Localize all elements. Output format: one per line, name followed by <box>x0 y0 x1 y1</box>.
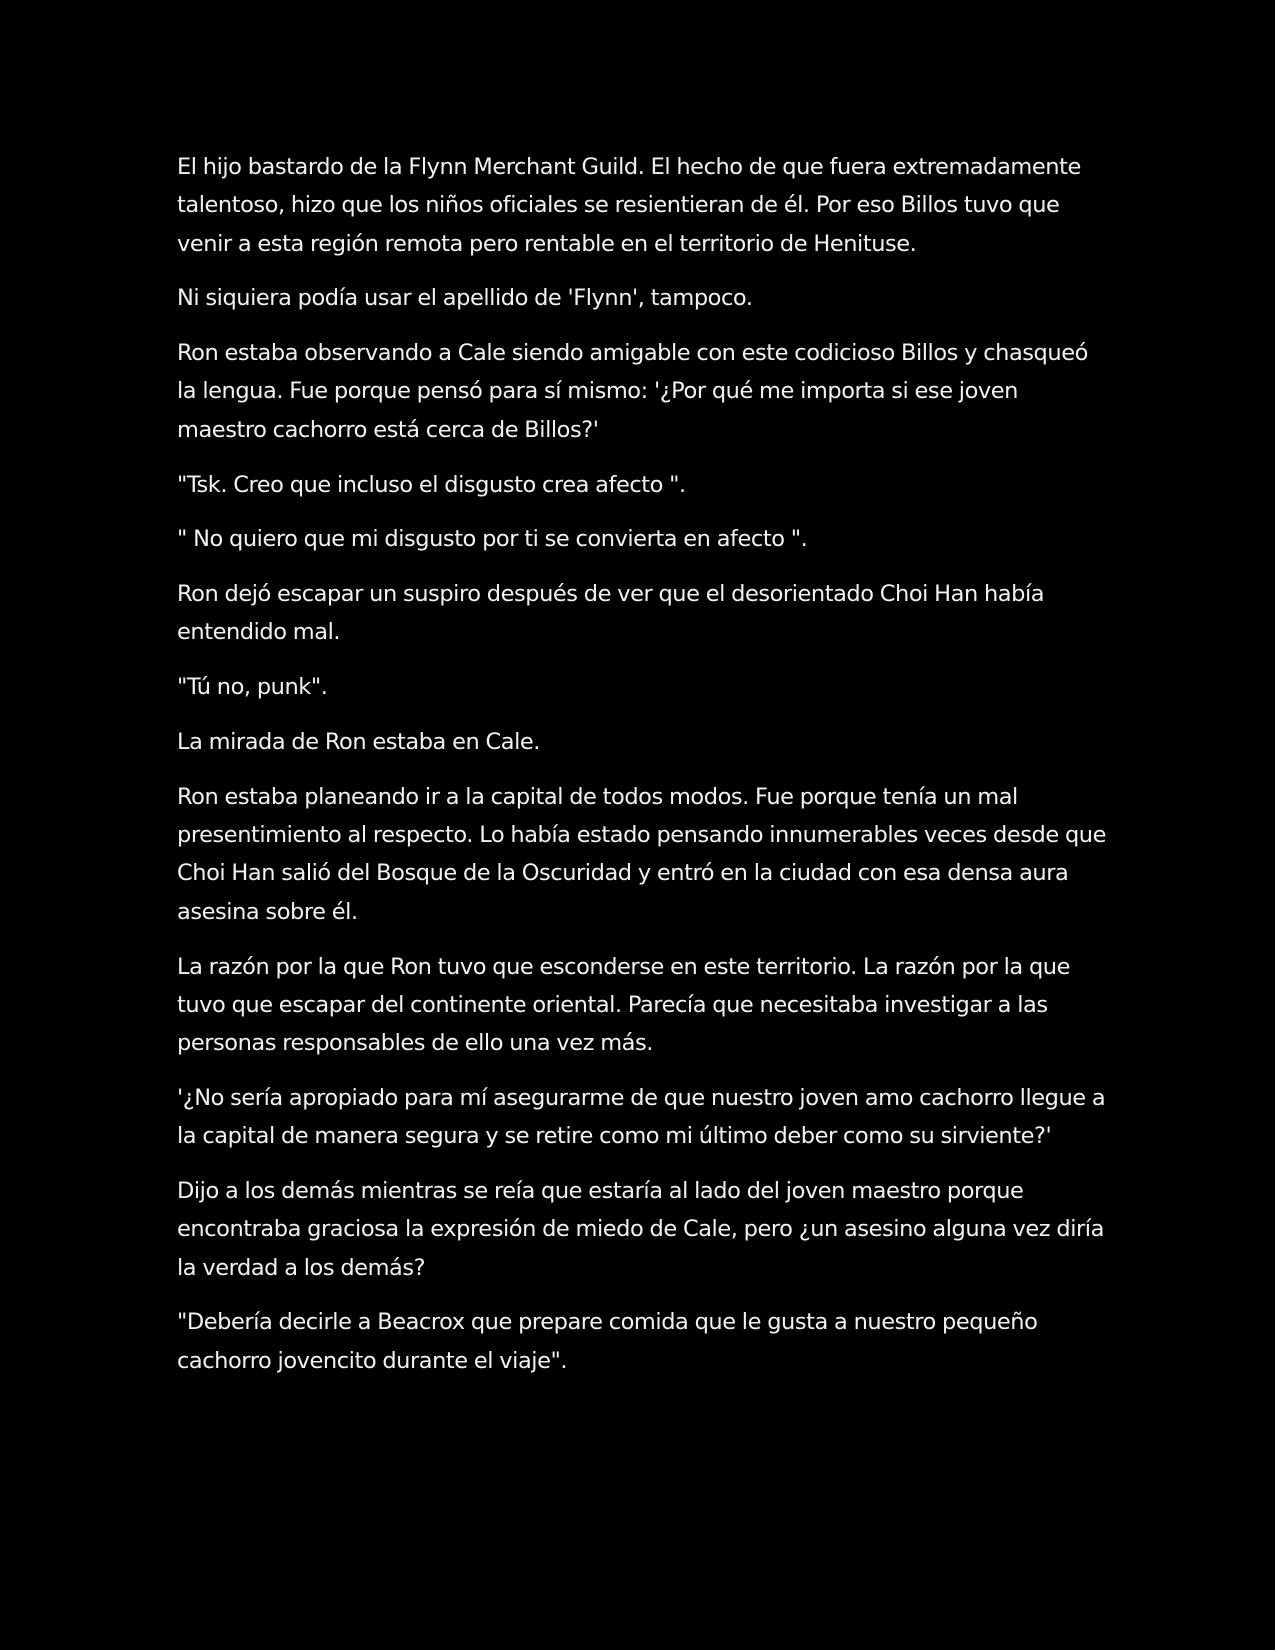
text-body <box>177 148 1107 1397</box>
paragraph-4: "Tsk. Creo que incluso el disgusto crea afecto ". <box>177 471 686 498</box>
paragraph-3: Ron estaba observando a Cale siendo amigable con este codicioso Billos y chasqueó la lengua. Fue porque pensó para sí mismo: '¿Por qué me importa si ese joven maestro cachorro está cerca de Billos?' <box>177 340 1088 443</box>
paragraph-6: Ron dejó escapar un suspiro después de ver que el desorientado Choi Han había entendido mal. <box>177 581 1045 646</box>
paragraph-5: " No quiero que mi disgusto por ti se convierta en afecto ". <box>177 526 808 553</box>
paragraph-9: Ron estaba planeando ir a la capital de todos modos. Fue porque tenía un mal presentimiento al respecto. Lo había estado pensando innumerables veces desde que Choi Han salió del Bosque de la Oscuridad y entró en la ciudad con esa densa aura asesina sobre él. <box>177 783 1106 925</box>
paragraph-10: La razón por la que Ron tuvo que esconderse en este territorio. La razón por la que tuvo que escapar del continente oriental. Parecía que necesitaba investigar a las personas responsables de ello una vez más. <box>177 953 1070 1057</box>
paragraph-1: El hijo bastardo de la Flynn Merchant Guild. El hecho de que fuera extremadamente talentoso, hizo que los niños oficiales se resientieran de él. Por eso Billos tuvo que venir a esta región remota pero rentable en el territorio de Henituse. <box>177 154 1081 257</box>
paragraph-8: La mirada de Ron estaba en Cale. <box>177 729 540 756</box>
paragraph-7: "Tú no, punk". <box>177 674 328 701</box>
paragraph-2: Ni siquiera podía usar el apellido de 'Flynn', tampoco. <box>177 285 753 312</box>
paragraph-11: '¿No sería apropiado para mí asegurarme de que nuestro joven amo cachorro llegue a la capital de manera segura y se retire como mi último deber como su sirviente?' <box>177 1084 1106 1150</box>
paragraph-12: Dijo a los demás mientras se reía que estaría al lado del joven maestro porque encontraba graciosa la expresión de miedo de Cale, pero ¿un asesino alguna vez diría la verdad a los demás? <box>177 1178 1104 1281</box>
paragraph-13: "Debería decirle a Beacrox que prepare comida que le gusta a nuestro pequeño cachorro jovencito durante el viaje". <box>177 1309 1038 1374</box>
